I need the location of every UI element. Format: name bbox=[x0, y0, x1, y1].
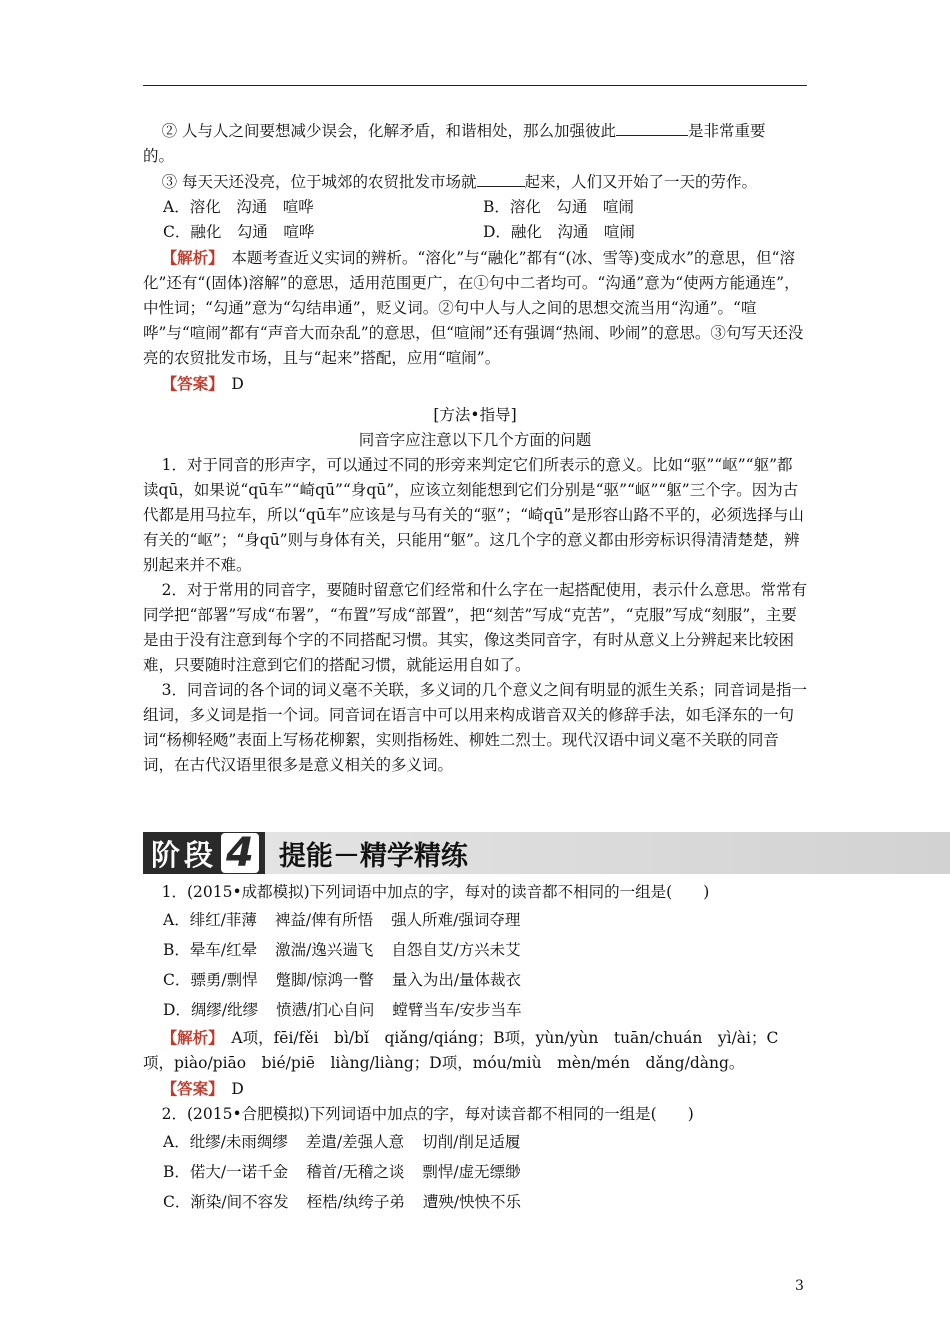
analysis-paragraph: 【解析】 本题考查近义实词的辨析。“溶化”与“融化”都有“(冰、雪等)变成水”的意思，但“溶化”还有“(固体)溶解”的意思，适用范围更广，在①句中二者均可。“沟通”意为“使两方能通连”，中性词；“勾通”意为“勾结串通”，贬义词。②句中人与人之间的思想交流当用“沟通”。“喧哗”与“喧闹”都有“声音大而杂乱”的意思，但“喧闹”还有强调“热闹、吵闹”的意思。③句写天还没亮的农贸批发市场，且与“起来”搭配，应用“喧闹”。 bbox=[143, 248, 804, 367]
stage-banner bbox=[143, 832, 950, 874]
answer-blank bbox=[477, 169, 525, 187]
method-subheader: 同音字应注意以下几个方面的问题 bbox=[358, 431, 592, 449]
option-a: A．溶化 沟通 喧哗 bbox=[163, 198, 314, 216]
q2-option-a: A．纰缪/未雨绸缪 差遣/差强人意 切削/削足适履 bbox=[163, 1133, 521, 1151]
q2-stem: 2．(2015•合肥模拟)下列词语中加点的字，每对读音都不相同的一组是( ) bbox=[161, 1105, 694, 1123]
method-paragraph-1: 1．对于同音的形声字，可以通过不同的形旁来判定它们所表示的意义。比如“驱”“岖”“躯”都读qū，如果说“qū车”“崎qū”“身qū”，应该立刻能想到它们分别是“驱”“岖”“躯”三个字。因为古代都是用马拉车，所以“qū车”应该是与马有关的“驱”；“崎qū”是形容山路不平的，必须选择与山有关的“岖”；“身qū”则与身体有关，只能用“躯”。这几个字的意义都由形旁标识得清清楚楚，辨别起来并不难。 bbox=[143, 456, 804, 574]
answer-label: 【答案】 bbox=[161, 1079, 216, 1098]
page-number: 3 bbox=[795, 1278, 804, 1294]
q1-option-c: C．骠勇/剽悍 蹩脚/惊鸿一瞥 量入为出/量体裁衣 bbox=[163, 971, 522, 989]
q1-option-a: A．绯红/菲薄 裨益/俾有所悟 强人所难/强词夺理 bbox=[163, 911, 521, 929]
option-b: B．溶化 勾通 喧闹 bbox=[483, 198, 634, 216]
question-2-line: ② 人与人之间要想减少误会，化解矛盾，和谐相处，那么加强彼此 是非常重要 bbox=[143, 118, 807, 144]
q1-option-b: B．晕车/红晕 激湍/逸兴遄飞 自怨自艾/方兴未艾 bbox=[163, 941, 521, 959]
options-row-1 bbox=[143, 195, 807, 220]
analysis-label: 【解析】 bbox=[161, 248, 216, 267]
option-d: D．融化 沟通 喧闹 bbox=[483, 223, 635, 241]
q1-option-d: D．绸缪/纰缪 愤懑/扪心自问 螳臂当车/安步当车 bbox=[163, 1001, 522, 1019]
q1-answer: 【答案】 D bbox=[161, 1079, 244, 1098]
analysis-label: 【解析】 bbox=[161, 1028, 216, 1047]
q1-stem: 1．(2015•成都模拟)下列词语中加点的字，每对的读音都不相同的一组是( ) bbox=[161, 883, 710, 901]
q1-analysis: 【解析】 A项，fēi/fěi bì/bǐ qiǎng/qiáng；B项，yùn/yùn tuān/chuán yì/ài；C项，piào/piāo bié/piē liàng/liàng；D项，móu/miù mèn/mén dǎng/dàng。 bbox=[143, 1028, 779, 1072]
q2-option-b: B．偌大/一诺千金 稽首/无稽之谈 剽悍/虚无缥缈 bbox=[163, 1163, 521, 1181]
method-paragraph-2: 2．对于常用的同音字，要随时留意它们经常和什么字在一起搭配使用，表示什么意思。常常有同学把“部署”写成“布署”，“布置”写成“部置”，把“刻苦”写成“克苦”，“克服”写成“刻服”，主要是由于没有注意到每个字的不同搭配习惯。其实，像这类同音字，有时从意义上分辨起来比较困难，只要随时注意到它们的搭配习惯，就能运用自如了。 bbox=[143, 581, 807, 674]
option-c: C．融化 勾通 喧哗 bbox=[163, 223, 315, 241]
question-3-line: ③ 每天天还没亮，位于城郊的农贸批发市场就 起来，人们又开始了一天的劳作。 bbox=[143, 169, 807, 195]
practice-section bbox=[143, 880, 807, 1217]
answer-label: 【答案】 bbox=[161, 374, 216, 393]
stage-label: 阶段 4 bbox=[143, 832, 265, 874]
stage-number: 4 bbox=[221, 833, 259, 873]
method-paragraph-3: 3．同音词的各个词的词义毫不关联，多义词的几个意义之间有明显的派生关系；同音词是指一组词，多义词是指一个词。同音词在语言中可以用来构成谐音双关的修辞手法，如毛泽东的一句词“杨柳轻飏”表面上写杨花柳絮，实则指杨姓、柳姓二烈士。现代汉语中词义毫不关联的同音词，在古代汉语里很多是意义相关的多义词。 bbox=[143, 681, 807, 774]
top-section bbox=[143, 118, 807, 778]
answer-blank bbox=[616, 118, 688, 136]
question-2-cont: 的。 bbox=[143, 147, 175, 165]
header-rule bbox=[143, 85, 807, 86]
answer-line: 【答案】 D bbox=[161, 374, 244, 393]
options-row-2 bbox=[143, 220, 807, 245]
q2-option-c: C．渐染/间不容发 桎梏/纨绔子弟 遭殃/怏怏不乐 bbox=[163, 1193, 522, 1211]
method-header: [方法•指导] bbox=[433, 406, 517, 424]
stage-title: 提能－精学精练 bbox=[278, 840, 468, 872]
